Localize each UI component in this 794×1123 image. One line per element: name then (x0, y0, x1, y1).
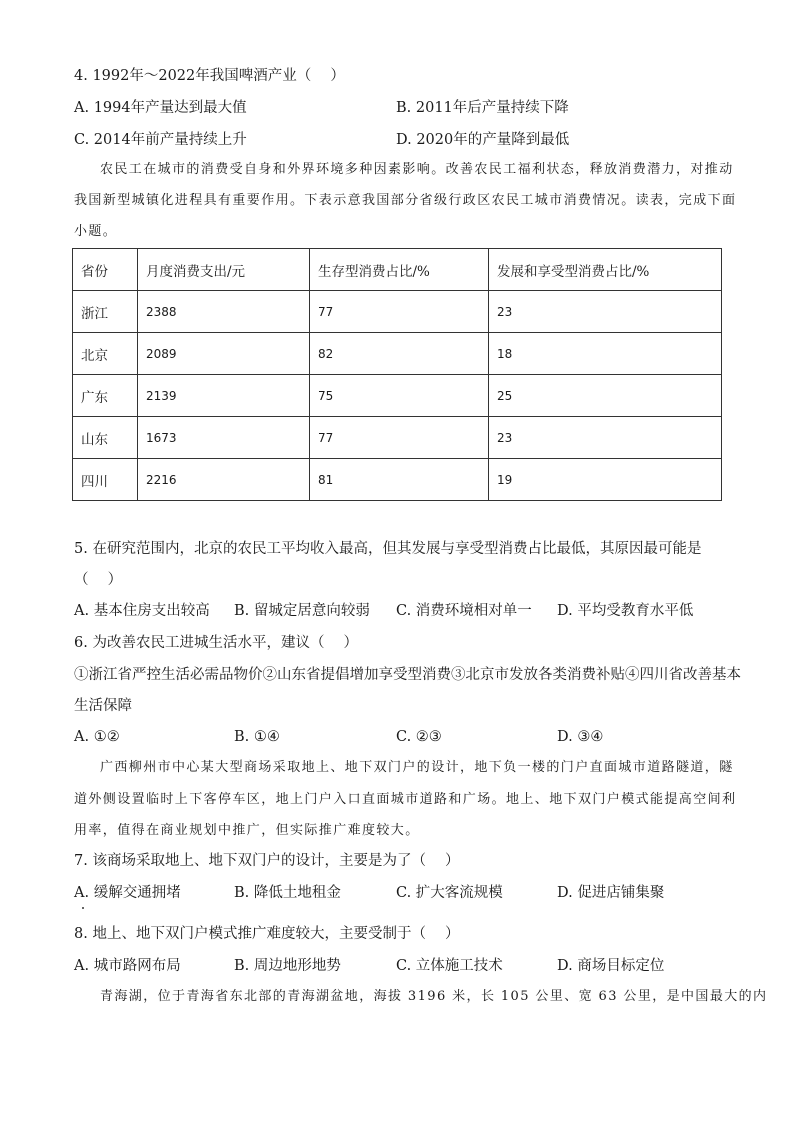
q5-option-c: C. 消费环境相对单一 (396, 603, 532, 619)
q8-option-a: A. 城市路网布局 (74, 958, 181, 974)
q5-stem: 5. 在研究范围内，北京的农民工平均收入最高，但其发展与享受型消费占比最低，其原因最可能是 (74, 541, 702, 557)
cell-province: 浙江 (73, 291, 138, 333)
q8-option-d: D. 商场目标定位 (557, 958, 665, 974)
q7-option-b: B. 降低土地租金 (234, 885, 341, 901)
header-monthly-spend: 月度消费支出/元 (138, 249, 310, 291)
stray-dot (82, 907, 84, 909)
intro2-line-3: 用率，值得在商业规划中推广，但实际推广难度较大。 (74, 823, 420, 838)
q6-stem: 6. 为改善农民工进城生活水平，建议（ ） (74, 635, 359, 651)
cell-survival-share: 77 (310, 291, 489, 333)
cell-monthly-spend: 2216 (138, 459, 310, 501)
q8-option-b: B. 周边地形地势 (234, 958, 341, 974)
cell-development-share: 23 (489, 291, 722, 333)
table-header-row (73, 249, 722, 291)
q8-stem: 8. 地上、地下双门户模式推广难度较大，主要受制于（ ） (74, 926, 460, 942)
cell-province: 四川 (73, 459, 138, 501)
q6-option-d: D. ③④ (557, 729, 604, 745)
cell-development-share: 18 (489, 333, 722, 375)
q8-option-c: C. 立体施工技术 (396, 958, 503, 974)
cell-survival-share: 82 (310, 333, 489, 375)
cell-survival-share: 77 (310, 417, 489, 459)
cell-monthly-spend: 2139 (138, 375, 310, 417)
q7-option-c: C. 扩大客流规模 (396, 885, 503, 901)
q4-option-b: B. 2011年后产量持续下降 (396, 100, 569, 116)
table-row (73, 375, 722, 417)
intro1-line-2: 我国新型城镇化进程具有重要作用。下表示意我国部分省级行政区农民工城市消费情况。读表，完成下面 (74, 193, 737, 208)
q6-statement-line-2: 生活保障 (74, 698, 132, 714)
cell-survival-share: 75 (310, 375, 489, 417)
header-province: 省份 (73, 249, 138, 291)
cell-monthly-spend: 2388 (138, 291, 310, 333)
q5-option-d: D. 平均受教育水平低 (557, 603, 694, 619)
cell-monthly-spend: 1673 (138, 417, 310, 459)
cell-development-share: 19 (489, 459, 722, 501)
q4-stem: 4. 1992年～2022年我国啤酒产业（ ） (74, 68, 345, 84)
consumption-table (72, 248, 722, 501)
intro1-line-1: 农民工在城市的消费受自身和外界环境多种因素影响。改善农民工福利状态，释放消费潜力，对推动 (100, 162, 734, 177)
intro1-line-3: 小题。 (74, 224, 118, 239)
cell-province: 北京 (73, 333, 138, 375)
intro2-line-2: 道外侧设置临时上下客停车区，地上门户入口直面城市道路和广场。地上、地下双门户模式能提高空间利 (74, 792, 737, 807)
cell-development-share: 25 (489, 375, 722, 417)
header-development-share: 发展和享受型消费占比/% (489, 249, 722, 291)
q5-stem-blank: （ ） (74, 572, 123, 588)
q4-option-c: C. 2014年前产量持续上升 (74, 132, 247, 148)
header-survival-share: 生存型消费占比/% (310, 249, 489, 291)
q7-option-d: D. 促进店铺集聚 (557, 885, 665, 901)
cell-survival-share: 81 (310, 459, 489, 501)
q5-option-b: B. 留城定居意向较弱 (234, 603, 370, 619)
q5-option-a: A. 基本住房支出较高 (74, 603, 210, 619)
q7-option-a: A. 缓解交通拥堵 (74, 885, 181, 901)
q6-option-a: A. ①② (74, 729, 120, 745)
cell-development-share: 23 (489, 417, 722, 459)
cell-monthly-spend: 2089 (138, 333, 310, 375)
table-row (73, 333, 722, 375)
q4-option-a: A. 1994年产量达到最大值 (74, 100, 247, 116)
intro2-line-1: 广西柳州市中心某大型商场采取地上、地下双门户的设计，地下负一楼的门户直面城市道路隧道，隧 (100, 760, 734, 775)
q7-stem: 7. 该商场采取地上、地下双门户的设计，主要是为了（ ） (74, 853, 460, 869)
intro3-line-1: 青海湖，位于青海省东北部的青海湖盆地，海拔 3196 米，长 105 公里、宽 63 公里，是中国最大的内 (100, 989, 768, 1004)
cell-province: 广东 (73, 375, 138, 417)
cell-province: 山东 (73, 417, 138, 459)
table-row (73, 417, 722, 459)
table-row (73, 459, 722, 501)
table-row (73, 291, 722, 333)
q4-option-d: D. 2020年的产量降到最低 (396, 132, 570, 148)
q6-statement-line-1: ①浙江省严控生活必需品物价②山东省提倡增加享受型消费③北京市发放各类消费补贴④四川省改善基本 (74, 667, 741, 683)
q6-option-b: B. ①④ (234, 729, 280, 745)
q6-option-c: C. ②③ (396, 729, 442, 745)
